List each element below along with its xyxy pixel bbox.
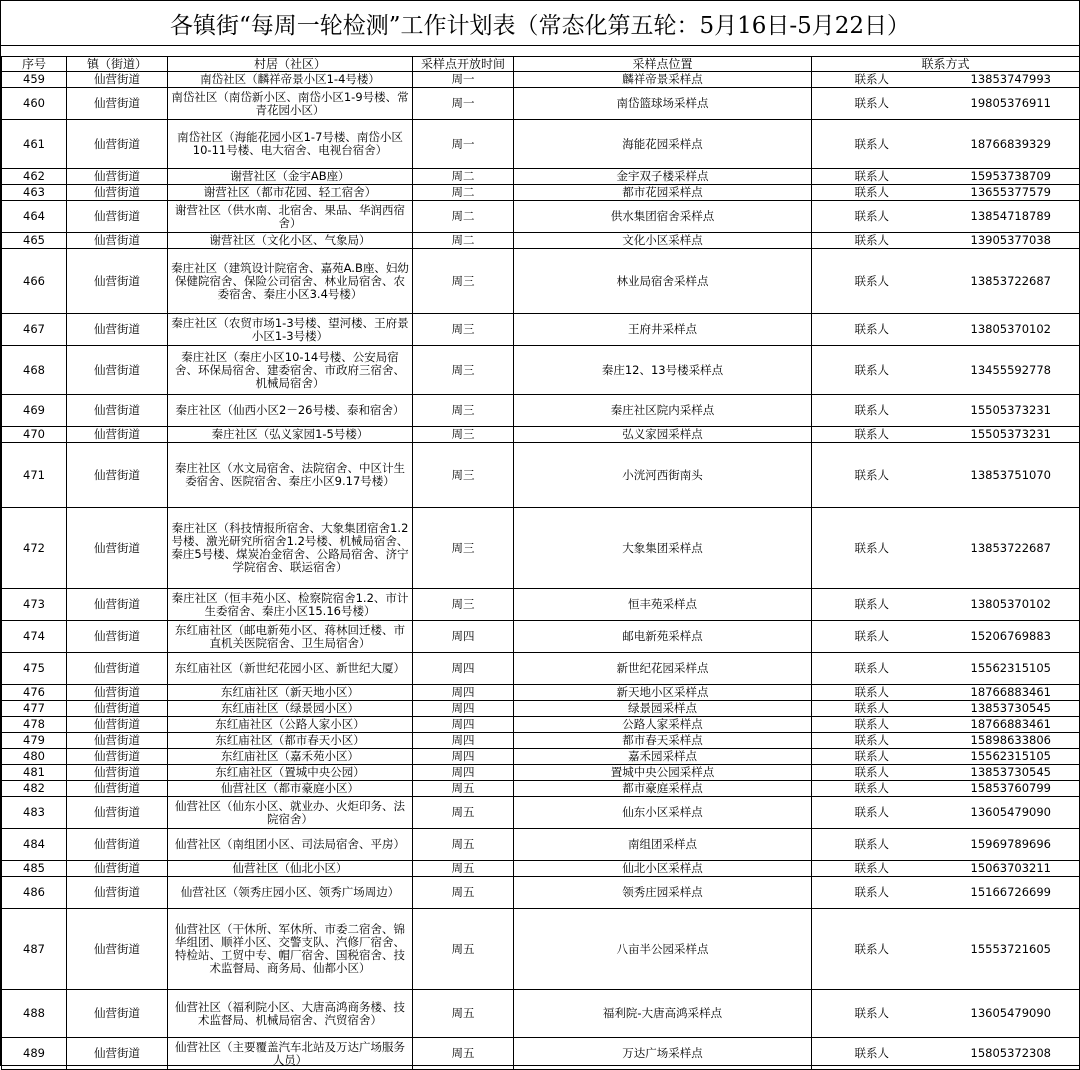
row-open-day: 周五 bbox=[413, 861, 514, 877]
row-community: 秦庄社区（秦庄小区10-14号楼、公安局宿舍、环保局宿舍、建委宿舍、市政府三宿舍、机械局宿舍） bbox=[168, 346, 413, 395]
row-community: 东红庙社区（绿景园小区） bbox=[168, 701, 413, 717]
table-row bbox=[2, 829, 1080, 861]
contact-phone: 18766883461 bbox=[970, 717, 1051, 731]
row-community: 南岱社区（麟祥帝景小区1-4号楼） bbox=[168, 72, 413, 88]
table-row bbox=[2, 508, 1080, 589]
row-no: 463 bbox=[2, 185, 67, 201]
row-site: 置城中央公园采样点 bbox=[514, 765, 812, 781]
row-site: 南岱篮球场采样点 bbox=[514, 88, 812, 120]
table-row bbox=[2, 685, 1080, 701]
row-no: 465 bbox=[2, 233, 67, 249]
row-contact bbox=[812, 781, 1080, 797]
contact-phone: 15853760799 bbox=[970, 781, 1051, 795]
row-town: 仙营街道 bbox=[67, 653, 168, 685]
row-community: 秦庄社区（建筑设计院宿舍、嘉苑A.B座、妇幼保健院宿舍、保险公司宿舍、林业局宿舍、农委宿舍、秦庄小区3.4号楼） bbox=[168, 249, 413, 314]
table-row bbox=[2, 765, 1080, 781]
row-contact bbox=[812, 1038, 1080, 1070]
row-contact bbox=[812, 990, 1080, 1038]
contact-phone: 15805372308 bbox=[970, 1046, 1051, 1060]
header-contact: 联系方式 bbox=[812, 57, 1080, 72]
row-open-day: 周四 bbox=[413, 701, 514, 717]
contact-phone: 13853722687 bbox=[970, 540, 1051, 555]
row-community: 仙营社区（南组团小区、司法局宿舍、平房） bbox=[168, 829, 413, 861]
table-row bbox=[2, 314, 1080, 346]
row-town: 仙营街道 bbox=[67, 797, 168, 829]
table-row bbox=[2, 909, 1080, 990]
row-no: 459 bbox=[2, 72, 67, 88]
row-open-day: 周四 bbox=[413, 717, 514, 733]
contact-phone: 15562315105 bbox=[970, 661, 1051, 675]
row-no: 473 bbox=[2, 589, 67, 621]
row-town: 仙营街道 bbox=[67, 314, 168, 346]
header-no: 序号 bbox=[2, 57, 67, 72]
row-contact bbox=[812, 346, 1080, 395]
contact-phone: 13455592778 bbox=[970, 362, 1051, 377]
contact-person-label: 联系人 bbox=[854, 885, 889, 899]
contact-person-label: 联系人 bbox=[854, 403, 889, 417]
row-open-day: 周三 bbox=[413, 395, 514, 427]
row-site: 金宇双子楼采样点 bbox=[514, 169, 812, 185]
contact-person-label: 联系人 bbox=[854, 169, 889, 183]
row-contact bbox=[812, 233, 1080, 249]
row-town: 仙营街道 bbox=[67, 589, 168, 621]
row-contact bbox=[812, 733, 1080, 749]
contact-phone: 13853730545 bbox=[970, 765, 1051, 779]
contact-phone: 13805370102 bbox=[970, 597, 1051, 611]
row-site: 绿景园采样点 bbox=[514, 701, 812, 717]
row-site: 新世纪花园采样点 bbox=[514, 653, 812, 685]
contact-person-label: 联系人 bbox=[854, 717, 889, 731]
row-no: 468 bbox=[2, 346, 67, 395]
row-community: 仙营社区（仙北小区） bbox=[168, 861, 413, 877]
row-site: 王府井采样点 bbox=[514, 314, 812, 346]
contact-phone: 15505373231 bbox=[970, 427, 1051, 441]
row-contact bbox=[812, 717, 1080, 733]
contact-person-label: 联系人 bbox=[854, 597, 889, 611]
row-open-day: 周四 bbox=[413, 621, 514, 653]
row-open-day: 周四 bbox=[413, 733, 514, 749]
row-contact bbox=[812, 685, 1080, 701]
contact-person-label: 联系人 bbox=[854, 233, 889, 247]
header-town: 镇（街道） bbox=[67, 57, 168, 72]
row-open-day: 周五 bbox=[413, 1038, 514, 1070]
contact-person-label: 联系人 bbox=[854, 136, 889, 151]
row-site: 麟祥帝景采样点 bbox=[514, 72, 812, 88]
row-open-day: 周二 bbox=[413, 185, 514, 201]
contact-person-label: 联系人 bbox=[854, 540, 889, 555]
row-contact bbox=[812, 765, 1080, 781]
row-no: 462 bbox=[2, 169, 67, 185]
row-no: 481 bbox=[2, 765, 67, 781]
contact-person-label: 联系人 bbox=[854, 1046, 889, 1060]
row-town: 仙营街道 bbox=[67, 233, 168, 249]
row-site: 文化小区采样点 bbox=[514, 233, 812, 249]
table-row bbox=[2, 797, 1080, 829]
row-open-day: 周三 bbox=[413, 346, 514, 395]
contact-phone: 13605479090 bbox=[970, 1006, 1051, 1020]
table-row bbox=[2, 621, 1080, 653]
contact-phone: 15063703211 bbox=[970, 861, 1051, 875]
row-contact bbox=[812, 829, 1080, 861]
table-row bbox=[2, 717, 1080, 733]
row-no: 470 bbox=[2, 427, 67, 443]
row-open-day: 周三 bbox=[413, 508, 514, 589]
contact-person-label: 联系人 bbox=[854, 427, 889, 441]
table-row bbox=[2, 781, 1080, 797]
row-town: 仙营街道 bbox=[67, 685, 168, 701]
contact-phone: 15206769883 bbox=[970, 629, 1051, 643]
row-town: 仙营街道 bbox=[67, 861, 168, 877]
row-contact bbox=[812, 589, 1080, 621]
row-contact bbox=[812, 249, 1080, 314]
row-town: 仙营街道 bbox=[67, 909, 168, 990]
row-town: 仙营街道 bbox=[67, 120, 168, 169]
contact-person-label: 联系人 bbox=[854, 749, 889, 763]
row-town: 仙营街道 bbox=[67, 1038, 168, 1070]
row-site: 万达广场采样点 bbox=[514, 1038, 812, 1070]
row-site: 海能花园采样点 bbox=[514, 120, 812, 169]
row-no: 464 bbox=[2, 201, 67, 233]
row-contact bbox=[812, 909, 1080, 990]
row-no: 472 bbox=[2, 508, 67, 589]
header-site: 采样点位置 bbox=[514, 57, 812, 72]
row-contact bbox=[812, 877, 1080, 909]
row-open-day: 周四 bbox=[413, 765, 514, 781]
row-open-day: 周四 bbox=[413, 653, 514, 685]
row-open-day: 周五 bbox=[413, 829, 514, 861]
row-community: 谢营社区（文化小区、气象局） bbox=[168, 233, 413, 249]
contact-person-label: 联系人 bbox=[854, 185, 889, 199]
row-site: 都市豪庭采样点 bbox=[514, 781, 812, 797]
row-site: 嘉禾园采样点 bbox=[514, 749, 812, 765]
contact-phone: 15898633806 bbox=[970, 733, 1051, 747]
table-row bbox=[2, 653, 1080, 685]
table-row bbox=[2, 749, 1080, 765]
row-community: 东红庙社区（新世纪花园小区、新世纪大厦） bbox=[168, 653, 413, 685]
row-town: 仙营街道 bbox=[67, 346, 168, 395]
row-community: 东红庙社区（嘉禾苑小区） bbox=[168, 749, 413, 765]
contact-person-label: 联系人 bbox=[854, 861, 889, 875]
row-contact bbox=[812, 701, 1080, 717]
table-row bbox=[2, 990, 1080, 1038]
row-site: 领秀庄园采样点 bbox=[514, 877, 812, 909]
contact-person-label: 联系人 bbox=[854, 685, 889, 699]
row-contact bbox=[812, 427, 1080, 443]
contact-phone: 13853722687 bbox=[970, 273, 1051, 288]
contact-phone: 15953738709 bbox=[970, 169, 1051, 183]
row-no: 488 bbox=[2, 990, 67, 1038]
row-community: 东红庙社区（置城中央公园） bbox=[168, 765, 413, 781]
row-town: 仙营街道 bbox=[67, 701, 168, 717]
contact-person-label: 联系人 bbox=[854, 96, 889, 110]
row-no: 485 bbox=[2, 861, 67, 877]
contact-phone: 13853751070 bbox=[970, 467, 1051, 482]
row-no: 487 bbox=[2, 909, 67, 990]
table-row bbox=[2, 233, 1080, 249]
header-community: 村居（社区） bbox=[168, 57, 413, 72]
row-community: 东红庙社区（新天地小区） bbox=[168, 685, 413, 701]
row-town: 仙营街道 bbox=[67, 733, 168, 749]
row-no: 483 bbox=[2, 797, 67, 829]
row-site: 八亩半公园采样点 bbox=[514, 909, 812, 990]
table-row bbox=[2, 701, 1080, 717]
row-community: 秦庄社区（弘义家园1-5号楼） bbox=[168, 427, 413, 443]
row-town: 仙营街道 bbox=[67, 829, 168, 861]
contact-phone: 15505373231 bbox=[970, 403, 1051, 417]
row-community: 南岱社区（海能花园小区1-7号楼、南岱小区10-11号楼、电大宿舍、电视台宿舍） bbox=[168, 120, 413, 169]
row-site: 福利院-大唐高鸿采样点 bbox=[514, 990, 812, 1038]
row-site: 公路人家采样点 bbox=[514, 717, 812, 733]
row-community: 东红庙社区（邮电新苑小区、蒋林回迁楼、市直机关医院宿舍、卫生局宿舍） bbox=[168, 621, 413, 653]
row-no: 484 bbox=[2, 829, 67, 861]
contact-phone: 19805376911 bbox=[970, 96, 1051, 110]
row-contact bbox=[812, 201, 1080, 233]
row-no: 476 bbox=[2, 685, 67, 701]
row-open-day: 周五 bbox=[413, 797, 514, 829]
row-contact bbox=[812, 395, 1080, 427]
row-community: 谢营社区（金宇AB座） bbox=[168, 169, 413, 185]
table-row bbox=[2, 346, 1080, 395]
row-no: 475 bbox=[2, 653, 67, 685]
row-community: 仙营社区（干休所、军休所、市委二宿舍、锦华组团、顺祥小区、交警支队、汽修厂宿舍、特检站、工贸中专、帽厂宿舍、国税宿舍、技术监督局、商务局、仙都小区） bbox=[168, 909, 413, 990]
row-community: 秦庄社区（科技情报所宿舍、大象集团宿舍1.2号楼、激光研究所宿舍1.2号楼、机械局宿舍、秦庄5号楼、煤炭冶金宿舍、公路局宿舍、济宁学院宿舍、联运宿舍） bbox=[168, 508, 413, 589]
row-site: 秦庄社区院内采样点 bbox=[514, 395, 812, 427]
contact-phone: 15166726699 bbox=[970, 885, 1051, 899]
contact-phone: 13655377579 bbox=[970, 185, 1051, 199]
table-row bbox=[2, 427, 1080, 443]
row-community: 秦庄社区（农贸市场1-3号楼、望河楼、王府景小区1-3号楼） bbox=[168, 314, 413, 346]
table-row bbox=[2, 395, 1080, 427]
row-contact bbox=[812, 653, 1080, 685]
contact-phone: 13853730545 bbox=[970, 701, 1051, 715]
row-open-day: 周五 bbox=[413, 877, 514, 909]
row-town: 仙营街道 bbox=[67, 877, 168, 909]
row-no: 482 bbox=[2, 781, 67, 797]
row-site: 恒丰苑采样点 bbox=[514, 589, 812, 621]
table-row bbox=[2, 249, 1080, 314]
contact-person-label: 联系人 bbox=[854, 837, 889, 851]
row-contact bbox=[812, 72, 1080, 88]
row-town: 仙营街道 bbox=[67, 508, 168, 589]
table-row bbox=[2, 443, 1080, 508]
row-community: 谢营社区（供水南、北宿舍、果品、华润西宿舍） bbox=[168, 201, 413, 233]
table-header-row bbox=[2, 57, 1080, 72]
row-contact bbox=[812, 621, 1080, 653]
row-community: 仙营社区（主要覆盖汽车北站及万达广场服务人员） bbox=[168, 1038, 413, 1070]
row-no: 478 bbox=[2, 717, 67, 733]
row-no: 466 bbox=[2, 249, 67, 314]
row-site: 供水集团宿舍采样点 bbox=[514, 201, 812, 233]
row-site: 南组团采样点 bbox=[514, 829, 812, 861]
row-contact bbox=[812, 120, 1080, 169]
row-town: 仙营街道 bbox=[67, 72, 168, 88]
contact-person-label: 联系人 bbox=[854, 629, 889, 643]
row-open-day: 周四 bbox=[413, 685, 514, 701]
contact-phone: 13853747993 bbox=[970, 72, 1051, 86]
contact-person-label: 联系人 bbox=[854, 209, 889, 223]
table-row bbox=[2, 72, 1080, 88]
row-open-day: 周三 bbox=[413, 589, 514, 621]
row-no: 479 bbox=[2, 733, 67, 749]
row-open-day: 周二 bbox=[413, 169, 514, 185]
row-open-day: 周二 bbox=[413, 233, 514, 249]
table-row bbox=[2, 88, 1080, 120]
contact-phone: 13854718789 bbox=[970, 209, 1051, 223]
row-open-day: 周一 bbox=[413, 120, 514, 169]
table-row bbox=[2, 733, 1080, 749]
row-no: 461 bbox=[2, 120, 67, 169]
contact-person-label: 联系人 bbox=[854, 733, 889, 747]
row-open-day: 周四 bbox=[413, 749, 514, 765]
row-site: 林业局宿舍采样点 bbox=[514, 249, 812, 314]
row-town: 仙营街道 bbox=[67, 169, 168, 185]
row-site: 邮电新苑采样点 bbox=[514, 621, 812, 653]
row-no: 477 bbox=[2, 701, 67, 717]
row-open-day: 周三 bbox=[413, 249, 514, 314]
contact-person-label: 联系人 bbox=[854, 1006, 889, 1020]
row-contact bbox=[812, 508, 1080, 589]
row-town: 仙营街道 bbox=[67, 88, 168, 120]
contact-person-label: 联系人 bbox=[854, 72, 889, 86]
table-row bbox=[2, 877, 1080, 909]
contact-person-label: 联系人 bbox=[854, 467, 889, 482]
row-town: 仙营街道 bbox=[67, 717, 168, 733]
contact-phone: 18766883461 bbox=[970, 685, 1051, 699]
contact-phone: 13605479090 bbox=[970, 805, 1051, 819]
contact-person-label: 联系人 bbox=[854, 781, 889, 795]
contact-person-label: 联系人 bbox=[854, 805, 889, 819]
row-no: 486 bbox=[2, 877, 67, 909]
row-community: 谢营社区（都市花园、轻工宿舍） bbox=[168, 185, 413, 201]
row-site: 仙东小区采样点 bbox=[514, 797, 812, 829]
row-community: 仙营社区（都市豪庭小区） bbox=[168, 781, 413, 797]
plan-table bbox=[1, 56, 1080, 1070]
contact-person-label: 联系人 bbox=[854, 322, 889, 336]
row-site: 小洸河西街南头 bbox=[514, 443, 812, 508]
row-site: 都市花园采样点 bbox=[514, 185, 812, 201]
row-no: 467 bbox=[2, 314, 67, 346]
header-open-time: 采样点开放时间 bbox=[413, 57, 514, 72]
row-town: 仙营街道 bbox=[67, 201, 168, 233]
row-open-day: 周五 bbox=[413, 990, 514, 1038]
table-row bbox=[2, 185, 1080, 201]
contact-person-label: 联系人 bbox=[854, 701, 889, 715]
contact-phone: 18766839329 bbox=[970, 136, 1051, 151]
row-no: 471 bbox=[2, 443, 67, 508]
row-site: 弘义家园采样点 bbox=[514, 427, 812, 443]
row-open-day: 周一 bbox=[413, 72, 514, 88]
row-no: 469 bbox=[2, 395, 67, 427]
row-town: 仙营街道 bbox=[67, 395, 168, 427]
row-open-day: 周一 bbox=[413, 88, 514, 120]
row-community: 仙营社区（领秀庄园小区、领秀广场周边） bbox=[168, 877, 413, 909]
row-town: 仙营街道 bbox=[67, 427, 168, 443]
row-community: 秦庄社区（水文局宿舍、法院宿舍、中区计生委宿舍、医院宿舍、秦庄小区9.17号楼） bbox=[168, 443, 413, 508]
row-no: 480 bbox=[2, 749, 67, 765]
row-contact bbox=[812, 861, 1080, 877]
table-row bbox=[2, 120, 1080, 169]
row-town: 仙营街道 bbox=[67, 443, 168, 508]
row-contact bbox=[812, 797, 1080, 829]
row-open-day: 周三 bbox=[413, 443, 514, 508]
row-community: 东红庙社区（都市春天小区） bbox=[168, 733, 413, 749]
table-row bbox=[2, 169, 1080, 185]
row-town: 仙营街道 bbox=[67, 990, 168, 1038]
contact-person-label: 联系人 bbox=[854, 273, 889, 288]
row-site: 秦庄12、13号楼采样点 bbox=[514, 346, 812, 395]
table-row bbox=[2, 1038, 1080, 1070]
row-no: 489 bbox=[2, 1038, 67, 1070]
row-contact bbox=[812, 314, 1080, 346]
row-open-day: 周二 bbox=[413, 201, 514, 233]
contact-person-label: 联系人 bbox=[854, 661, 889, 675]
row-open-day: 周五 bbox=[413, 909, 514, 990]
table-row bbox=[2, 861, 1080, 877]
row-contact bbox=[812, 185, 1080, 201]
table-row bbox=[2, 201, 1080, 233]
row-town: 仙营街道 bbox=[67, 765, 168, 781]
row-open-day: 周三 bbox=[413, 314, 514, 346]
row-town: 仙营街道 bbox=[67, 621, 168, 653]
row-contact bbox=[812, 443, 1080, 508]
row-community: 仙营社区（仙东小区、就业办、火炬印务、法院宿舍） bbox=[168, 797, 413, 829]
row-town: 仙营街道 bbox=[67, 781, 168, 797]
row-site: 仙北小区采样点 bbox=[514, 861, 812, 877]
row-community: 秦庄社区（恒丰苑小区、检察院宿舍1.2、市计生委宿舍、秦庄小区15.16号楼） bbox=[168, 589, 413, 621]
row-community: 东红庙社区（公路人家小区） bbox=[168, 717, 413, 733]
contact-phone: 15969789696 bbox=[970, 837, 1051, 851]
contact-phone: 13805370102 bbox=[970, 322, 1051, 336]
sheet-title: 各镇街“每周一轮检测”工作计划表（常态化第五轮：5月16日-5月22日） bbox=[1, 1, 1079, 46]
contact-person-label: 联系人 bbox=[854, 362, 889, 377]
row-community: 南岱社区（南岱新小区、南岱小区1-9号楼、常青花园小区） bbox=[168, 88, 413, 120]
row-town: 仙营街道 bbox=[67, 249, 168, 314]
row-contact bbox=[812, 169, 1080, 185]
table-row bbox=[2, 589, 1080, 621]
row-contact bbox=[812, 88, 1080, 120]
row-town: 仙营街道 bbox=[67, 185, 168, 201]
row-site: 新天地小区采样点 bbox=[514, 685, 812, 701]
row-open-day: 周五 bbox=[413, 781, 514, 797]
row-site: 大象集团采样点 bbox=[514, 508, 812, 589]
contact-phone: 15553721605 bbox=[970, 941, 1051, 956]
row-no: 460 bbox=[2, 88, 67, 120]
contact-phone: 13905377038 bbox=[970, 233, 1051, 247]
row-site: 都市春天采样点 bbox=[514, 733, 812, 749]
row-open-day: 周三 bbox=[413, 427, 514, 443]
contact-phone: 15562315105 bbox=[970, 749, 1051, 763]
row-town: 仙营街道 bbox=[67, 749, 168, 765]
row-contact bbox=[812, 749, 1080, 765]
row-no: 474 bbox=[2, 621, 67, 653]
contact-person-label: 联系人 bbox=[854, 765, 889, 779]
row-community: 仙营社区（福利院小区、大唐高鸿商务楼、技术监督局、机械局宿舍、汽贸宿舍） bbox=[168, 990, 413, 1038]
row-community: 秦庄社区（仙西小区2－26号楼、泰和宿舍） bbox=[168, 395, 413, 427]
contact-person-label: 联系人 bbox=[854, 941, 889, 956]
